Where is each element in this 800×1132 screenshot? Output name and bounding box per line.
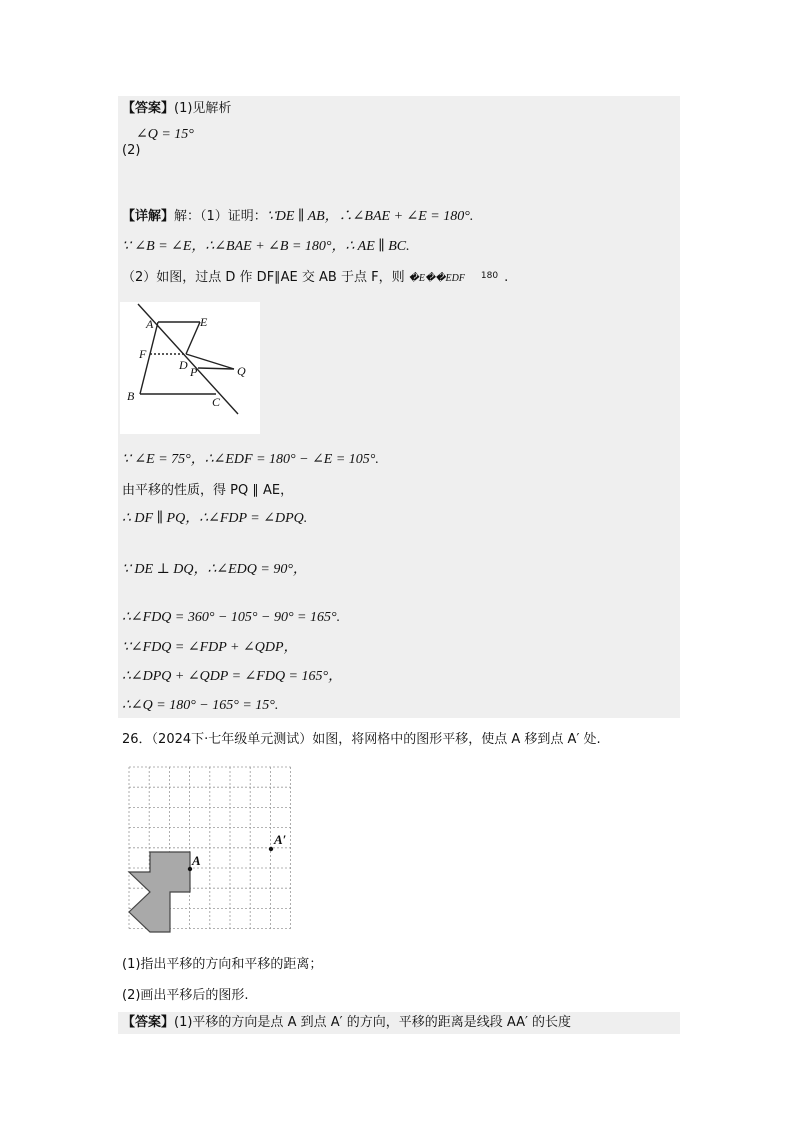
detail-line-3 (122, 269, 508, 288)
question-number: 26． (122, 732, 152, 747)
point-a-prime-dot (269, 847, 273, 851)
detail-line3-number: 180 (480, 271, 499, 281)
grid-figure (126, 764, 296, 934)
answer-label: 【答案】 (122, 101, 175, 116)
step-6: ∵∠FDQ = ∠FDP + ∠QDP， (122, 640, 298, 655)
label-a: A (146, 317, 154, 331)
answer2-text: (1)平移的方向是点 A 到点 A′ 的方向，平移的距离是线段 AA′ 的长度 (174, 1015, 572, 1030)
answer-part2-equation: ∠Q = 15° (136, 127, 194, 142)
geometry-figure-1-svg (120, 302, 260, 434)
shaded-arrow-shape (129, 852, 190, 932)
detail-line3-period: . (504, 270, 509, 285)
answer-part1: (1)见解析 (174, 101, 232, 116)
answer-part2-number: (2) (122, 143, 141, 158)
step-2: 由平移的性质，得 PQ ∥ AE， (122, 483, 294, 498)
label-b: B (127, 389, 135, 403)
answer2-label: 【答案】 (122, 1015, 175, 1030)
label-point-a-prime: A′ (274, 832, 287, 847)
step-3: ∴ DF ∥ PQ，∴∠FDP = ∠DPQ. (122, 511, 308, 526)
label-f: F (139, 347, 147, 361)
sub-question-2: (2)画出平移后的图形. (122, 988, 249, 1003)
question-text: 如图，将网格中的图形平移，使点 A 移到点 A′ 处. (312, 732, 601, 747)
geometry-figure-1 (120, 302, 260, 434)
detail-line1-math: ∵DE ∥ AB，∴∠BAE + ∠E = 180°. (266, 209, 474, 224)
answer2-line (122, 1014, 571, 1032)
detail-line3-garbled: �E��EDF (408, 273, 465, 284)
label-p: P (190, 365, 198, 379)
label-e: E (200, 315, 208, 329)
segment-e-d (186, 322, 200, 354)
step-8: ∴∠Q = 180° − 165° = 15°. (122, 698, 279, 713)
label-c: C (212, 395, 221, 409)
answer1-line (122, 100, 231, 118)
detail-line1-text: 解：（1）证明： (174, 209, 267, 224)
label-d: D (179, 358, 188, 372)
detail-line-2: ∵ ∠B = ∠E，∴∠BAE + ∠B = 180°，∴ AE ∥ BC. (122, 239, 410, 254)
step-1: ∵ ∠E = 75°，∴∠EDF = 180° − ∠E = 105°. (122, 452, 379, 467)
label-q: Q (237, 364, 246, 378)
step-4: ∵ DE ⊥ DQ，∴∠EDQ = 90°， (122, 562, 307, 577)
question-26 (122, 731, 601, 749)
detail-line3-text: （2）如图，过点 D 作 DF∥AE 交 AB 于点 F，则 (122, 270, 405, 285)
sub-question-1: (1)指出平移的方向和平移的距离； (122, 957, 323, 972)
question-source: （2024下·七年级单元测试） (151, 732, 313, 747)
step-7: ∴∠DPQ + ∠QDP = ∠FDQ = 165°， (122, 669, 343, 684)
grid-figure-svg (126, 764, 296, 934)
step-5: ∴∠FDQ = 360° − 105° − 90° = 165°. (122, 610, 341, 625)
label-point-a: A (192, 853, 201, 868)
segment-p-q (198, 368, 234, 369)
detail-label: 【详解】 (122, 209, 175, 224)
detail-line-1 (122, 208, 473, 226)
